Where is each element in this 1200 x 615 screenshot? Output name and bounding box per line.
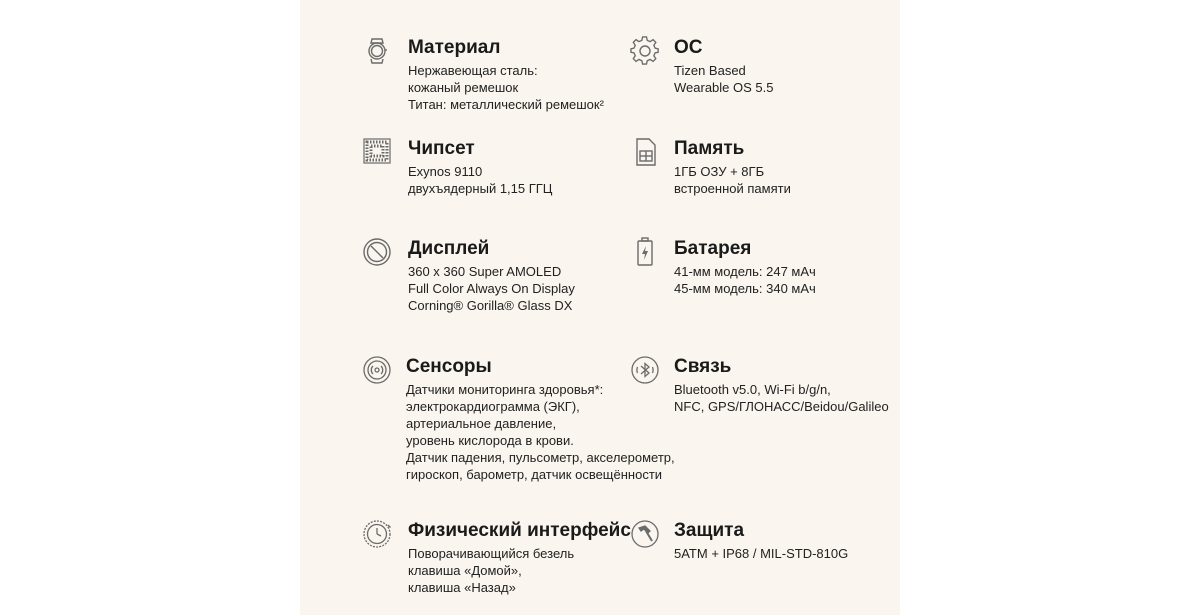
spec-line: Corning® Gorilla® Glass DX (408, 298, 573, 313)
spec-line: Wearable OS 5.5 (674, 80, 774, 95)
spec-line: Датчик падения, пульсометр, акселерометр, (406, 450, 675, 465)
spec-connectivity-text (674, 381, 889, 415)
spec-line: клавиша «Назад» (408, 580, 516, 595)
spec-material-text (408, 62, 604, 113)
spec-line: клавиша «Домой», (408, 563, 522, 578)
hammer-icon (630, 519, 660, 549)
spec-line: гироскоп, барометр, датчик освещённости (406, 467, 663, 482)
bezel-icon (362, 519, 392, 549)
battery-icon (630, 237, 660, 267)
sim-card-icon (630, 137, 660, 167)
spec-line: двухъядерный 1,15 ГГЦ (408, 181, 553, 196)
spec-sensors-text (406, 381, 675, 483)
spec-os-title: ОС (674, 37, 703, 58)
spec-memory-text (674, 163, 791, 197)
spec-line: артериальное давление, (406, 416, 557, 431)
spec-memory-title: Память (674, 138, 745, 159)
spec-chipset-text (408, 163, 552, 197)
watch-icon (362, 36, 392, 66)
gear-icon (630, 36, 660, 66)
spec-battery-title: Батарея (674, 238, 752, 259)
spec-line: 1ГБ ОЗУ + 8ГБ (674, 164, 765, 179)
spec-protection-text (674, 545, 848, 562)
spec-os-text (674, 62, 773, 96)
spec-line: 360 x 360 Super AMOLED (408, 264, 562, 279)
spec-line: уровень кислорода в крови. (406, 433, 574, 448)
spec-connectivity-title: Связь (674, 356, 732, 377)
spec-line: встроенной памяти (674, 181, 791, 196)
bluetooth-icon (630, 355, 660, 385)
spec-line: 41-мм модель: 247 мАч (674, 264, 816, 279)
chip-icon (362, 137, 392, 167)
sensor-icon (362, 355, 392, 385)
spec-line: Титан: металлический ремешок² (408, 97, 604, 112)
spec-display-title: Дисплей (408, 238, 490, 259)
spec-line: Full Color Always On Display (408, 281, 575, 296)
spec-material-title: Материал (408, 37, 501, 58)
spec-line: Поворачивающийся безель (408, 546, 575, 561)
display-icon (362, 237, 392, 267)
spec-line: Exynos 9110 (408, 164, 483, 179)
spec-battery-text (674, 263, 816, 297)
spec-line: кожаный ремешок (408, 80, 519, 95)
spec-interface-text (408, 545, 574, 596)
spec-line: Датчики мониторинга здоровья*: (406, 382, 604, 397)
spec-chipset-title: Чипсет (408, 138, 475, 159)
spec-line: NFC, GPS/ГЛОНАСС/Beidou/Galileo (674, 399, 889, 414)
spec-display-text (408, 263, 575, 314)
spec-line: Tizen Based (674, 63, 746, 78)
spec-line: Нержавеющая сталь: (408, 63, 538, 78)
spec-protection-title: Защита (674, 520, 745, 541)
spec-interface-title: Физический интерфейс (408, 520, 631, 541)
specs-panel (300, 0, 900, 615)
spec-line: Bluetooth v5.0, Wi-Fi b/g/n, (674, 382, 831, 397)
spec-line: электрокардиограмма (ЭКГ), (406, 399, 580, 414)
spec-sensors-title: Сенсоры (406, 356, 492, 377)
spec-line: 5ATM + IP68 / MIL-STD-810G (674, 546, 849, 561)
spec-line: 45-мм модель: 340 мАч (674, 281, 816, 296)
